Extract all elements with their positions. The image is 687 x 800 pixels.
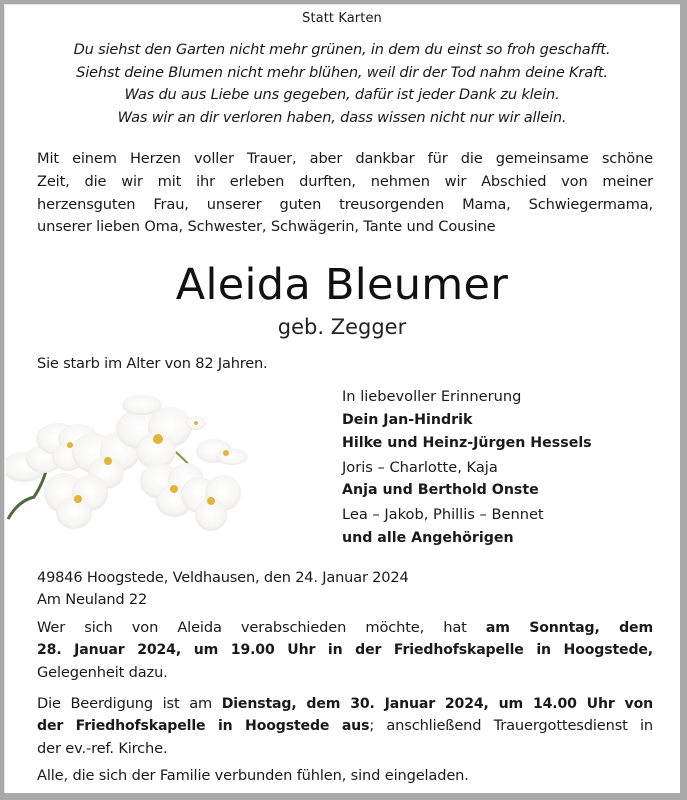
obituary-notice: [4, 4, 680, 793]
birth-name: geb. Zegger: [277, 315, 407, 339]
poem-line: Was wir an dir verloren haben, dass wissen nicht nur wir allein.: [117, 108, 567, 126]
farewell-text: Gelegenheit dazu.: [37, 663, 168, 681]
burial-text: Die Beerdigung ist am: [37, 695, 222, 712]
intro-line: Mit einem Herzen voller Trauer, aber dankbar für die gemeinsame schöne: [37, 150, 653, 167]
family-line: Lea – Jakob, Phillis – Bennet: [342, 505, 544, 523]
burial-date-time: Dienstag, dem 30. Januar 2024, um 14.00 Uhr von: [221, 696, 653, 712]
header-label: Statt Karten: [302, 11, 382, 26]
family-line: Hilke und Heinz-Jürgen Hessels: [342, 435, 592, 452]
family-line: In liebevoller Erinnerung: [342, 388, 522, 405]
farewell-date: am Sonntag, dem: [485, 620, 653, 636]
farewell-paragraph: [37, 617, 653, 684]
farewell-line: [37, 662, 653, 684]
poem-line: Du siehst den Garten nicht mehr grünen, in dem du einst so froh geschafft.: [73, 41, 611, 58]
intro-line: Zeit, die wir mit ihr erleben durften, nehmen wir Abschied von meiner: [37, 172, 653, 190]
family-line: Joris – Charlotte, Kaja: [342, 458, 498, 476]
white-orchid-flower-image: [6, 389, 266, 549]
burial-line: [37, 715, 653, 737]
street-address: Am Neuland 22: [37, 591, 148, 608]
farewell-time-place: 28. Januar 2024, um 19.00 Uhr in der Friedhofskapelle in Hoogstede,: [37, 642, 653, 659]
family-line: und alle Angehörigen: [342, 529, 514, 546]
farewell-line: [37, 639, 653, 661]
farewell-line: [37, 617, 653, 639]
burial-line: [37, 738, 653, 760]
farewell-text: Wer sich von Aleida verabschieden möchte, hat: [37, 619, 486, 636]
poem-line: Was du aus Liebe uns gegeben, dafür ist jeder Dank zu klein.: [124, 86, 560, 103]
intro-line: unserer lieben Oma, Schwester, Schwägerin, Tante und Cousine: [37, 218, 496, 236]
burial-line: [37, 693, 653, 715]
intro-line: herzensguten Frau, unserer guten treusorgenden Mama, Schwiegermama,: [37, 195, 653, 213]
orchid-blossoms: [6, 395, 248, 531]
deceased-name: Aleida Bleumer: [175, 260, 509, 310]
address-block: [37, 567, 409, 611]
burial-place: der Friedhofskapelle in Hoogstede aus: [37, 718, 370, 735]
family-signatures: [342, 385, 592, 550]
family-line: Anja und Berthold Onste: [342, 482, 539, 499]
poem: [4, 39, 680, 129]
burial-text: der ev.-ref. Kirche.: [37, 739, 168, 757]
family-line: Dein Jan-Hindrik: [342, 411, 473, 428]
poem-line: Siehst deine Blumen nicht mehr blühen, weil dir der Tod nahm deine Kraft.: [76, 63, 608, 81]
burial-text: ; anschließend Trauergottesdienst in: [369, 717, 653, 735]
age-statement: Sie starb im Alter von 82 Jahren.: [37, 355, 268, 372]
intro-paragraph: [37, 148, 653, 239]
place-date: 49846 Hoogstede, Veldhausen, den 24. Januar 2024: [37, 569, 409, 586]
burial-paragraph: [37, 693, 653, 760]
closing-statement: Alle, die sich der Familie verbunden fühlen, sind eingeladen.: [37, 767, 469, 784]
